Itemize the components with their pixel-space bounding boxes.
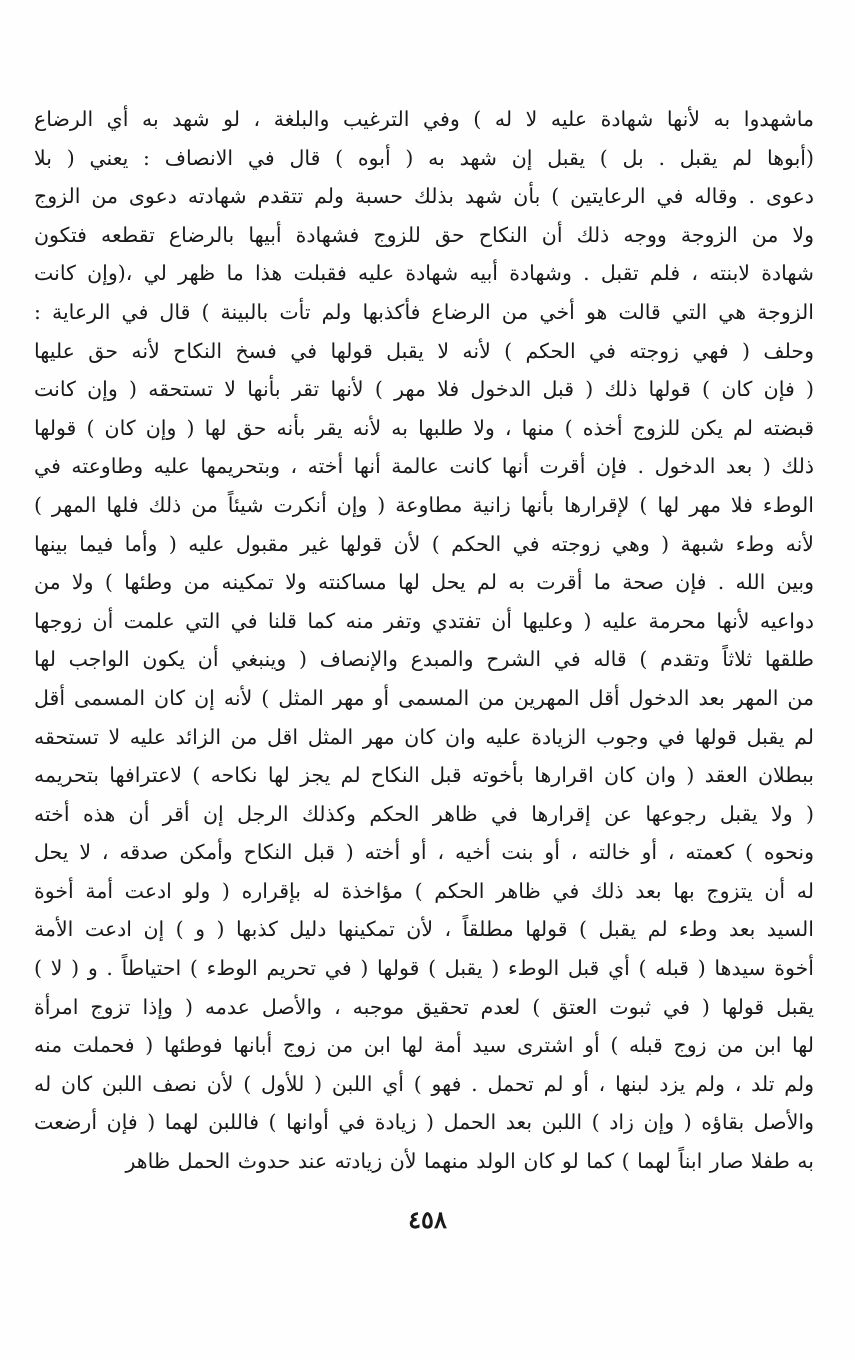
text-line: يقبل قولها ( في ثبوت العتق ) لعدم تحقيق موجبه ، والأصل عدمه ( وإذا تزوج امرأة [34, 994, 814, 1019]
text-line: ولا من الزوجة ووجه ذلك أن النكاح حق للزوج فشهادة أبيها بالرضاع تقطعه فتكون [34, 222, 814, 247]
text-line: لم يقبل قولها في وجوب الزيادة عليه وان كان مهر المثل اقل من الزائد عليه لا تستحقه [34, 724, 814, 749]
text-line: ( فإن كان ) قولها ذلك ( قبل الدخول فلا مهر ) لأنها تقر بأنها لا تستحقه ( وإن كانت [34, 377, 814, 402]
text-line: من المهر بعد الدخول أقل المهرين من المسمى أو مهر المثل ) لأنه إن كان المسمى أقل [34, 685, 814, 710]
text-line: دعوى . وقاله في الرعايتين ) بأن شهد بذلك حسبة ولم تتقدم شهادته دعوى من الزوج [34, 184, 814, 209]
text-line: أخوة سيدها ( قبله ) أي قبل الوطء ( يقبل ) قولها ( في تحريم الوطء ) احتياطاً . و ( لا ) [34, 956, 814, 981]
text-line: ولم تلد ، ولم يزد لبنها ، أو لم تحمل . فهو ) أي اللبن ( للأول ) لأن نصف اللبن كان له [34, 1071, 814, 1096]
text-line: الزوجة هي التي قالت هو أخي من الرضاع فأكذبها ولم تأت بالبينة ) قال في الرعاية : [34, 299, 814, 324]
text-line: دواعيه لأنها محرمة عليه ( وعليها أن تفتدي وتفر منه كما قلنا في التي علمت أن زوجها [34, 608, 814, 633]
text-line: ماشهدوا به لأنها شهادة عليه لا له ) وفي الترغيب والبلغة ، لو شهد به أي الرضاع [34, 107, 814, 131]
text-line: (أبوها لم يقبل . بل ) يقبل إن شهد به ( أبوه ) قال في الانصاف : يعني ( بلا [34, 145, 814, 170]
text-line: شهادة لابنته ، فلم تقبل . وشهادة أبيه شهادة عليه فقبلت هذا ما ظهر لي ،(وإن كانت [34, 261, 814, 286]
text-line: السيد بعد وطء لم يقبل ) قولها مطلقاً ، لأن تمكينها دليل كذبها ( و ) إن ادعت الأمة [34, 917, 814, 942]
text-line: قبضته لم يكن للزوج أخذه ) منها ، ولا طلبها به لأنه يقر بأنه حق لها ( وإن كان ) قولها [34, 415, 814, 440]
text-line: لأنه وطء شبهة ( وهي زوجته في الحكم ) لأن قولها غير مقبول عليه ( وأما فيما بينها [34, 531, 814, 556]
body-text [34, 100, 814, 1181]
text-line: ( ولا يقبل رجوعها عن إقرارها في ظاهر الحكم وكذلك الرجل إن أقر أن هذه أخته [34, 801, 814, 826]
text-line: ذلك ( بعد الدخول . فإن أقرت أنها كانت عالمة أنها أخته ، وبتحريمها عليه وطاوعته في [34, 454, 814, 479]
text-line: وحلف ( فهي زوجته في الحكم ) لأنه لا يقبل قولها في فسخ النكاح لأنه حق عليها [34, 338, 814, 363]
page-number: ٤٥٨ [408, 1205, 447, 1234]
text-line: والأصل بقاؤه ( وإن زاد ) اللبن بعد الحمل ( زيادة في أوانها ) فاللبن لهما ( فإن أرضعت [34, 1110, 814, 1135]
text-line: ونحوه ) كعمته ، أو خالته ، أو بنت أخيه ، أو أخته ( قبل النكاح وأمكن صدقه ، لا يحل [34, 840, 814, 865]
text-line: الوطء فلا مهر لها ) لإقرارها بأنها زانية مطاوعة ( وإن أنكرت شيئاً من ذلك فلها المهر ) [34, 492, 814, 517]
text-line: به طفلا صار ابناً لهما ) كما لو كان الولد منهما لأن زيادته عند حدوث الحمل ظاهر [125, 1149, 814, 1174]
text-line: طلقها ثلاثاً وتقدم ) قاله في الشرح والمبدع والإنصاف ( وينبغي أن يكون الواجب لها [34, 647, 814, 672]
text-line: لها ابن من زوج قبله ) أو اشترى سيد أمة لها ابن من زوج أبانها فوطئها ( فحملت منه [34, 1033, 814, 1058]
text-line: وبين الله . فإن صحة ما أقرت به لم يحل لها مساكنته ولا تمكينه من وطئها ) ولا من [34, 570, 814, 595]
text-line: له أن يتزوج بها بعد ذلك في ظاهر الحكم ) مؤاخذة له بإقراره ( ولو ادعت أمة أخوة [34, 878, 814, 903]
text-line: ببطلان العقد ( وان كان اقرارها بأخوته قبل النكاح لم يجز لها نكاحه ) لاعترافها بتحريمه [34, 763, 814, 788]
